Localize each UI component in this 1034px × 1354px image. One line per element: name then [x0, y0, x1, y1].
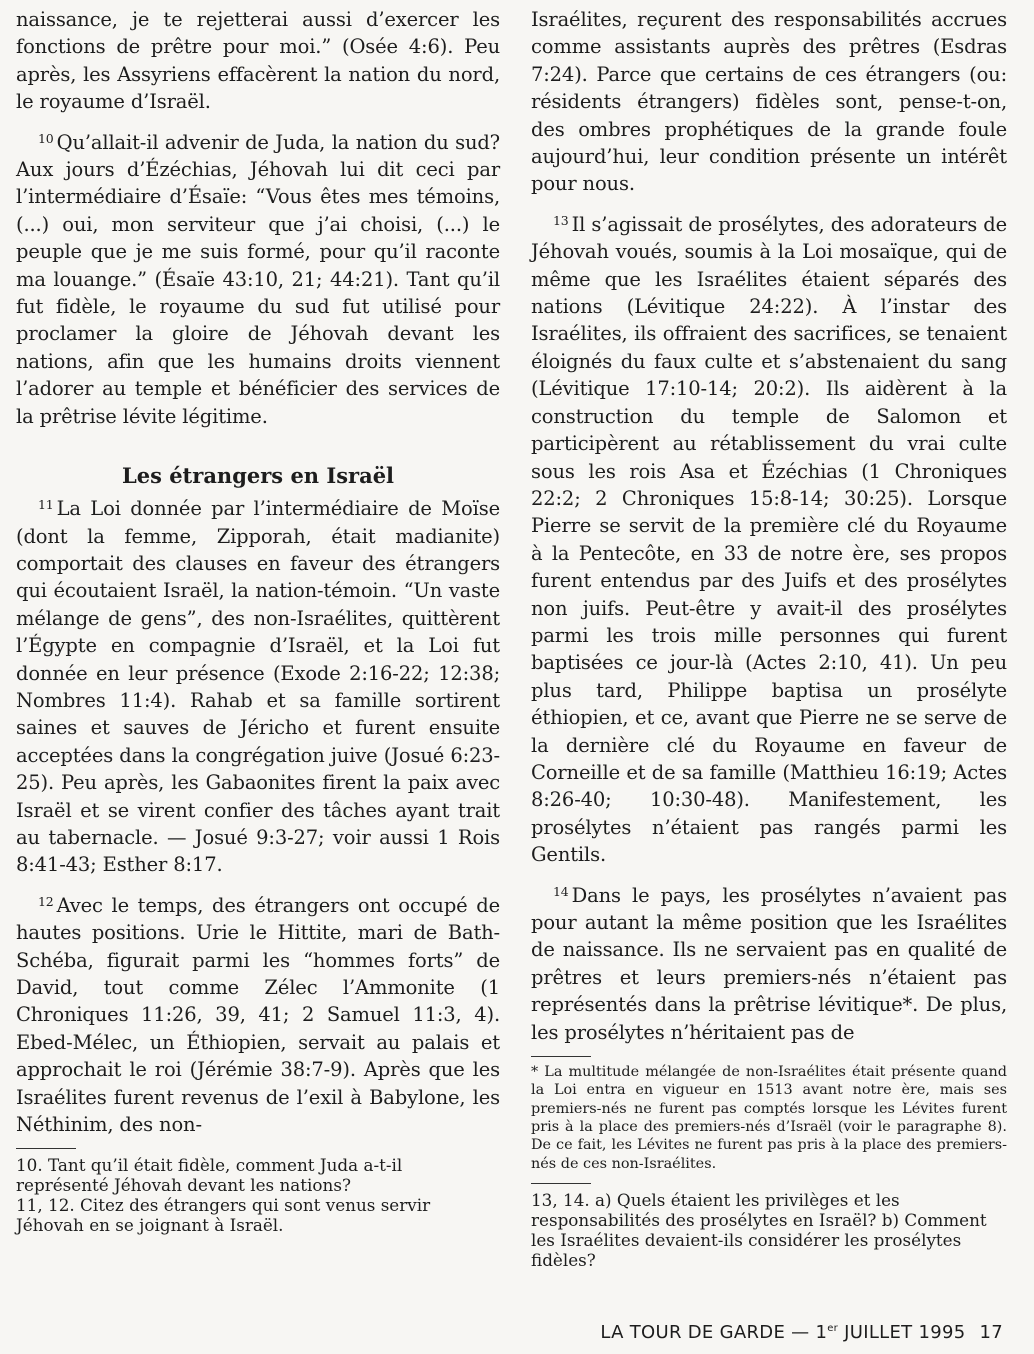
paragraph-continued: naissance, je te rejetterai aussi d’exercer les fonctions de prêtre pour moi.” (Osée 4:6). Peu après, les Assyriens effacèrent la nation du nord, le royaume d’Israël. [16, 8, 500, 114]
paragraph-number: 10 [38, 130, 54, 146]
page-footer [600, 1322, 1003, 1343]
paragraph-text: Avec le temps, des étrangers ont occupé de hautes positions. Urie le Hittite, mari de Bath-Schéba, figurait parmi les “hommes forts” de David, tout comme Zélec l’Ammonite (1 Chroniques 11:26, 39, 41; 2 Samuel 11:3, 4). Ebed-Mélec, un Éthiopien, servait au palais et approchait le roi (Jérémie 38:7-9). Après que les Israélites furent revenus de l’exil à Babylone, les Néthinim, des non- [16, 893, 500, 1137]
paragraph-12 [16, 888, 500, 1139]
paragraph-text: Il s’agissait de prosélytes, des adorateurs de Jéhovah voués, soumis à la Loi mosaïque, qui de même que les Israélites étaient séparés des nations (Lévitique 24:22). À l’instar des Israélites, ils offraient des sacrifices, se tenaient éloignés du faux culte et s’abstenaient du sang (Lévitique 17:10-14; 20:2). Ils aidèrent à la construction du temple de Salomon et participèrent au rétablissement du vrai culte sous les rois Asa et Ézéchias (1 Chroniques 22:2; 2 Chroniques 15:8-14; 30:25). Lorsque Pierre se servit de la première clé du Royaume à la Pentecôte, en 33 de notre ère, ses propos furent entendus par des Juifs et des prosélytes non juifs. Peut-être y avait-il des prosélytes parmi les trois mille personnes qui furent baptisées ce jour-là (Actes 2:10, 41). Un peu plus tard, Philippe baptisa un prosélyte éthiopien, et ce, avant que Pierre ne se serve de la dernière clé du Royaume en faveur de Corneille et de sa famille (Matthieu 16:19; Actes 8:26-40; 10:30-48). Manifestement, les prosélytes n’étaient pas rangés parmi les Gentils. [531, 212, 1007, 867]
paragraph-continued: Israélites, reçurent des responsabilités accrues comme assistants auprès des prêtres (Esdras 7:24). Parce que certains de ces étrangers (ou: résidents étrangers) fidèles sont, pense-t-on, des ombres prophétiques de la grande foule aujourd’hui, leur condition présente un intérêt pour nous. [531, 8, 1007, 196]
paragraph-number: 11 [38, 497, 54, 513]
right-column [531, 6, 1007, 1270]
study-question-11-12: 11, 12. Citez des étrangers qui sont venus servir Jéhovah en se joignant à Israël. [16, 1195, 431, 1236]
divider [16, 1148, 76, 1149]
paragraph-number: 14 [553, 883, 569, 899]
page-number: 17 [979, 1322, 1003, 1343]
paragraph-number: 12 [38, 893, 54, 909]
study-question-10: 10. Tant qu’il était fidèle, comment Juda a-t-il représenté Jéhovah devant les nations? [16, 1155, 403, 1196]
publication-name: LA TOUR DE GARDE — 1 [600, 1322, 828, 1343]
paragraph-text: Dans le pays, les prosélytes n’avaient pas pour autant la même position que les Israélites de naissance. Ils ne servaient pas en qualité de prêtres et leurs premiers-nés n’étaient pas représentés dans la prêtrise lévitique*. De plus, les prosélytes n’héritaient pas de [531, 883, 1007, 1044]
paragraph-10 [16, 125, 500, 430]
divider [531, 1056, 591, 1057]
divider [531, 1183, 591, 1184]
paragraph-text: Qu’allait-il advenir de Juda, la nation du sud? Aux jours d’Ézéchias, Jéhovah lui dit ceci par l’intermédiaire d’Ésaïe: “Vous êtes mes témoins, (...) oui, mon serviteur que j’ai choisi, (...) le peuple que je me suis formé, pour qu’il raconte ma louange.” (Ésaïe 43:10, 21; 44:21). Tant qu’il fut fidèle, le royaume du sud fut utilisé pour proclamer la gloire de Jéhovah devant les nations, afin que les humains droits viennent l’adorer au temple et bénéficier des services de la prêtrise lévite légitime. [16, 130, 500, 428]
ordinal-suffix: er [827, 1323, 839, 1334]
section-heading: Les étrangers en Israël [121, 463, 395, 489]
publication-date: JUILLET 1995 [838, 1322, 966, 1343]
left-column [16, 6, 500, 1235]
footnote: * La multitude mélangée de non-Israélites était présente quand la Loi entra en vigueur en 1513 avant notre ère, mais ses premiers-nés ne furent pas comptés lorsque les Lévites furent pris à la place des premiers-nés d’Israël (voir le paragraphe 8). De ce fait, les Lévites ne furent pas pris à la place des premiers-nés de ces non-Israélites. [531, 1064, 1007, 1172]
paragraph-11 [16, 491, 500, 879]
paragraph-14 [531, 878, 1007, 1046]
paragraph-text: La Loi donnée par l’intermédiaire de Moïse (dont la femme, Zipporah, était madianite) comportait des clauses en faveur des étrangers qui écoutaient Israël, la nation-témoin. “Un vaste mélange de gens”, des non-Israélites, quittèrent l’Égypte en compagnie d’Israël, et la Loi fut donnée en leur présence (Exode 2:16-22; 12:38; Nombres 11:4). Rahab et sa famille sortirent saines et sauves de Jéricho et furent ensuite acceptées dans la congrégation juive (Josué 6:23-25). Peu après, les Gabaonites firent la paix avec Israël et se virent confier des tâches ayant trait au tabernacle. — Josué 9:3-27; voir aussi 1 Rois 8:41-43; Esther 8:17. [16, 497, 500, 877]
paragraph-number: 13 [553, 212, 569, 228]
paragraph-13 [531, 207, 1007, 869]
study-question-13-14: 13, 14. a) Quels étaient les privilèges et les responsabilités des prosélytes en Israël? b) Comment les Israélites devaient-ils considérer les prosélytes fidèles? [531, 1189, 987, 1270]
